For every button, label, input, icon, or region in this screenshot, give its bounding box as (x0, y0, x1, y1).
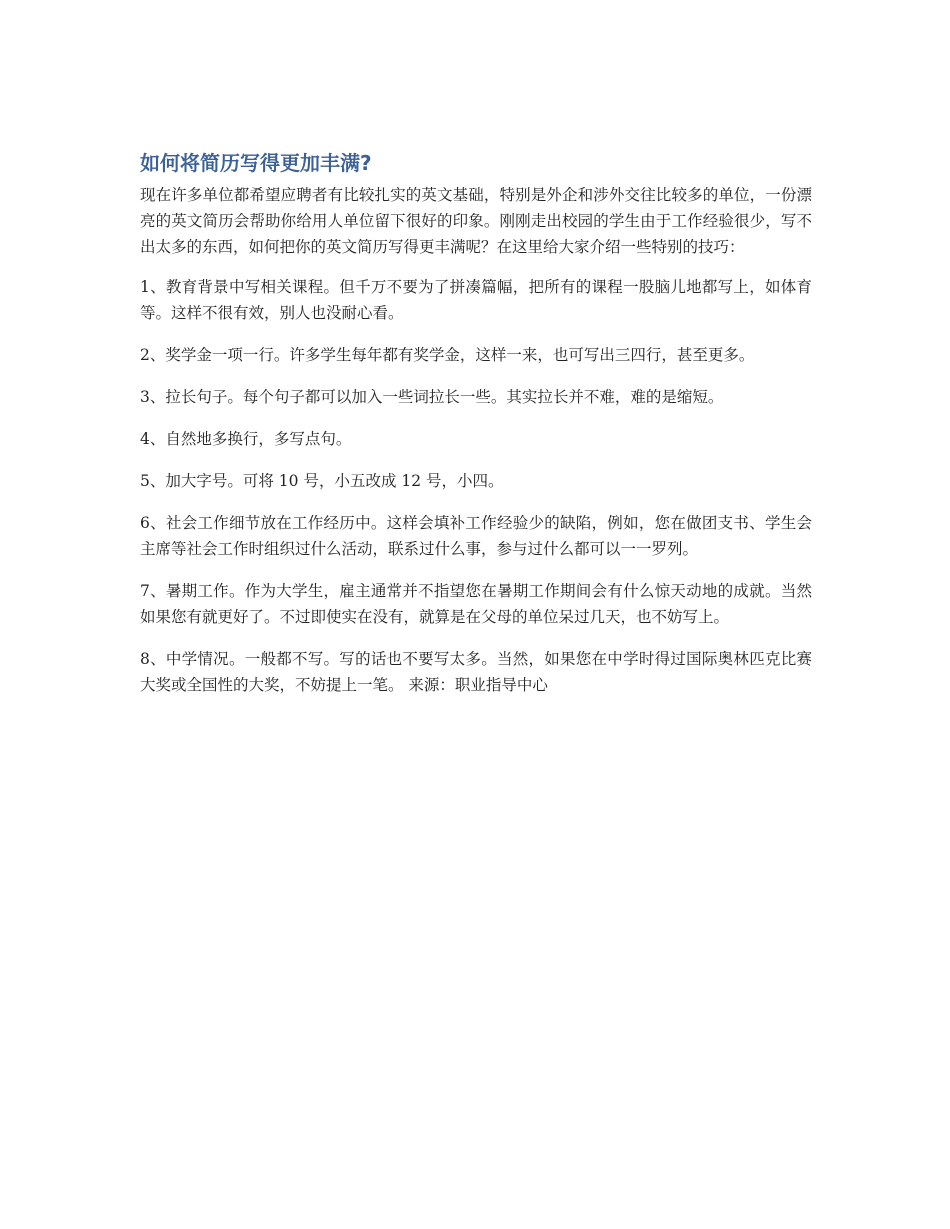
tip-item-3: 3、拉长句子。每个句子都可以加入一些词拉长一些。其实拉长并不难，难的是缩短。 (140, 388, 724, 406)
tip-item-1: 1、教育背景中写相关课程。但千万不要为了拼凑篇幅，把所有的课程一股脑儿地都写上，如体育等。这样不很有效，别人也没耐心看。 (140, 278, 812, 322)
tip-item-7: 7、暑期工作。作为大学生，雇主通常并不指望您在暑期工作期间会有什么惊天动地的成就。当然如果您有就更好了。不过即使实在没有，就算是在父母的单位呆过几天，也不妨写上。 (140, 582, 812, 626)
document-title: 如何将简历写得更加丰满? (140, 151, 372, 175)
tip-item-5: 5、加大字号。可将 10 号，小五改成 12 号，小四。 (140, 472, 504, 490)
document-body (140, 148, 812, 714)
tip-item-6: 6、社会工作细节放在工作经历中。这样会填补工作经验少的缺陷，例如，您在做团支书、学生会主席等社会工作时组织过什么活动，联系过什么事，参与过什么都可以一一罗列。 (140, 514, 812, 558)
tip-item-2: 2、奖学金一项一行。许多学生每年都有奖学金，这样一来，也可写出三四行，甚至更多。 (140, 346, 755, 364)
intro-paragraph: 现在许多单位都希望应聘者有比较扎实的英文基础，特别是外企和涉外交往比较多的单位，一份漂亮的英文简历会帮助你给用人单位留下很好的印象。刚刚走出校园的学生由于工作经验很少，写不出太多的东西，如何把你的英文简历写得更丰满呢？在这里给大家介绍一些特别的技巧： (140, 186, 812, 256)
tip-item-4: 4、自然地多换行，多写点句。 (140, 430, 352, 448)
tip-item-8: 8、中学情况。一般都不写。写的话也不要写太多。当然，如果您在中学时得过国际奥林匹克比赛大奖或全国性的大奖，不妨提上一笔。 来源：职业指导中心 (140, 650, 812, 694)
